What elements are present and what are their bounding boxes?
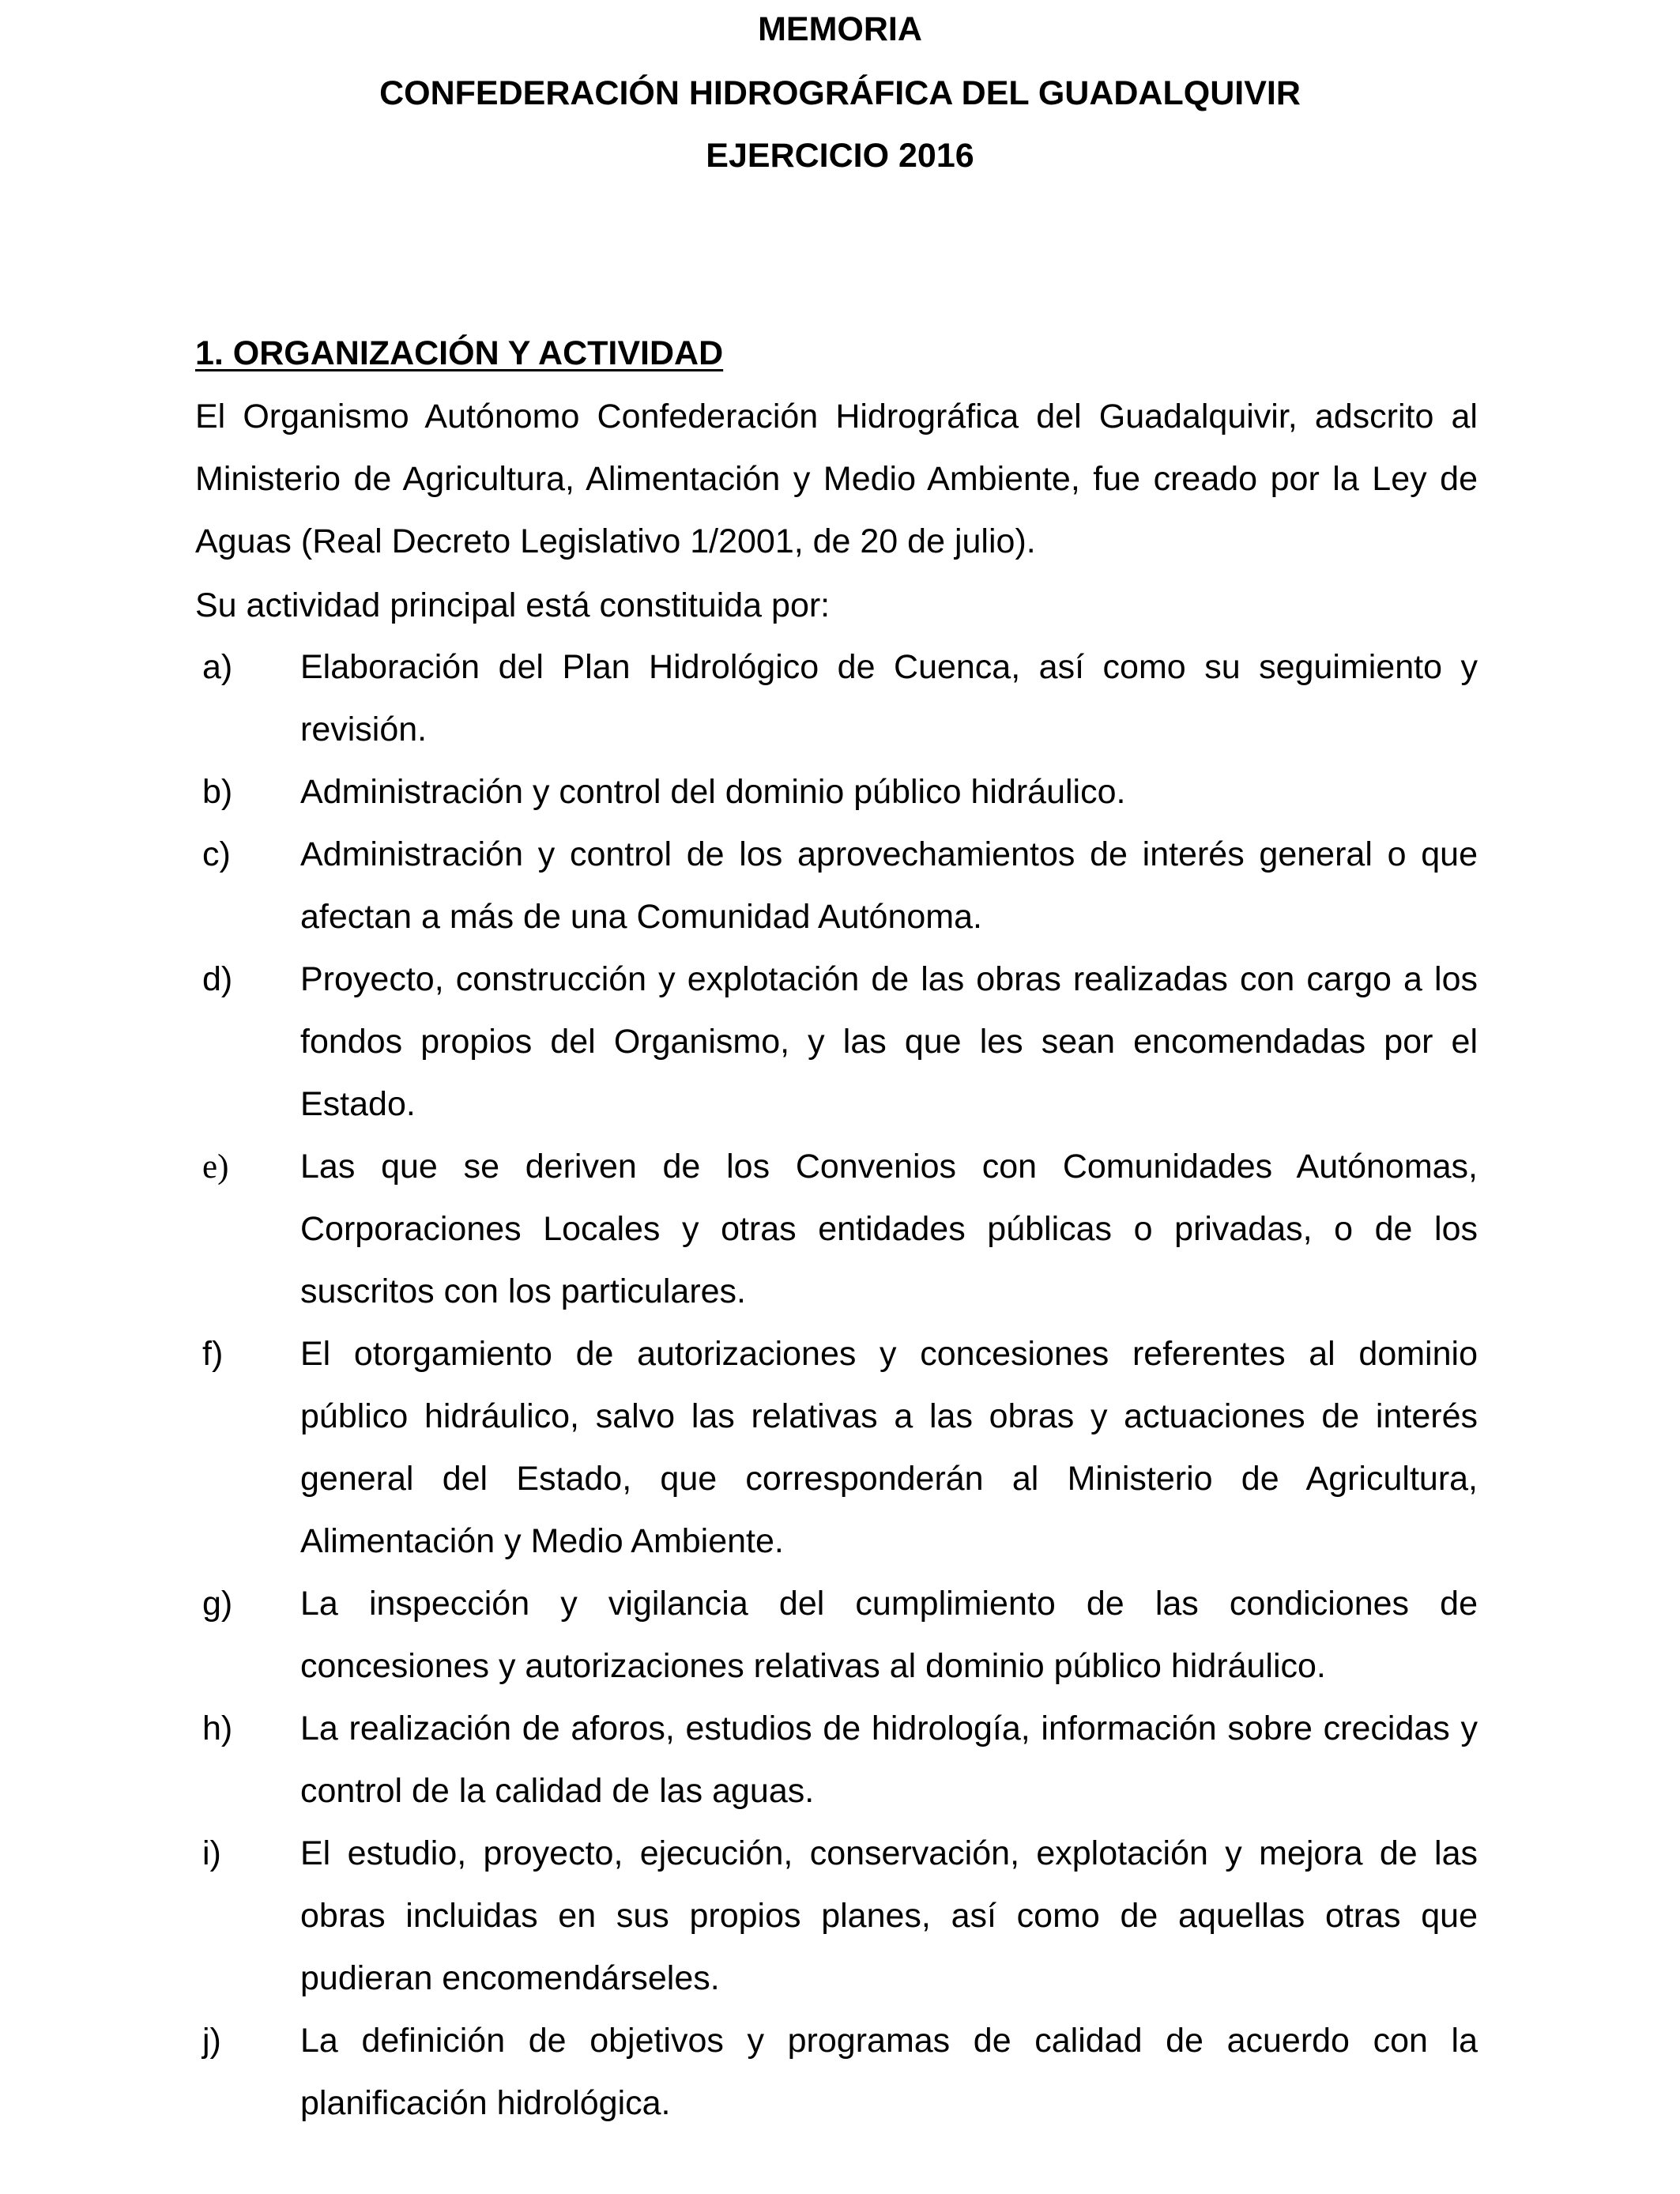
list-item-text: Las que se deriven de los Convenios con Comunidades Autónomas, Corporaciones Locales y otras entidades públicas o privadas, o de los suscritos con los particulares. xyxy=(300,1148,1478,1310)
lead-paragraph: Su actividad principal está constituida por: xyxy=(195,586,831,624)
list-item-text: La inspección y vigilancia del cumplimiento de las condiciones de concesiones y autorizaciones relativas al dominio público hidráulico. xyxy=(300,1585,1478,1685)
list-marker: d) xyxy=(202,960,233,998)
list-item-text: La realización de aforos, estudios de hidrología, información sobre crecidas y control de la calidad de las aguas. xyxy=(300,1710,1478,1810)
list-item xyxy=(202,2010,1478,2135)
activity-list xyxy=(202,636,1478,2135)
list-item-text: Proyecto, construcción y explotación de las obras realizadas con cargo a los fondos propios del Organismo, y las que les sean encomendadas por el Estado. xyxy=(300,960,1478,1123)
list-marker: f) xyxy=(202,1335,224,1373)
list-item-text: Administración y control de los aprovechamientos de interés general o que afectan a más de una Comunidad Autónoma. xyxy=(300,835,1478,936)
list-item-text: Elaboración del Plan Hidrológico de Cuenca, así como su seguimiento y revisión. xyxy=(300,648,1478,748)
document-title: MEMORIA xyxy=(758,10,922,48)
list-item-text: La definición de objetivos y programas de calidad de acuerdo con la planificación hidrológica. xyxy=(300,2022,1478,2122)
intro-paragraph: El Organismo Autónomo Confederación Hidrográfica del Guadalquivir, adscrito al Ministerio de Agricultura, Alimentación y Medio Ambiente, fue creado por la Ley de Aguas (Real Decreto Legislativo 1/2001, de 20 de julio). xyxy=(195,398,1478,560)
list-item xyxy=(202,1323,1478,1573)
list-item xyxy=(202,636,1478,761)
list-item-text: Administración y control del dominio público hidráulico. xyxy=(300,773,1126,811)
list-item xyxy=(202,1823,1478,2010)
list-marker: g) xyxy=(202,1585,233,1623)
list-item xyxy=(202,824,1478,948)
list-item xyxy=(202,1136,1478,1323)
list-marker: b) xyxy=(202,773,233,811)
section-heading: 1. ORGANIZACIÓN Y ACTIVIDAD xyxy=(195,334,724,372)
list-marker: c) xyxy=(202,835,231,873)
list-marker: h) xyxy=(202,1710,233,1747)
list-item-text: El estudio, proyecto, ejecución, conservación, explotación y mejora de las obras incluidas en sus propios planes, así como de aquellas otras que pudieran encomendárseles. xyxy=(300,1834,1478,1997)
list-item xyxy=(202,948,1478,1136)
list-marker: j) xyxy=(202,2022,221,2060)
list-marker: e) xyxy=(202,1148,229,1186)
fiscal-year: EJERCICIO 2016 xyxy=(706,137,974,175)
list-item xyxy=(202,1573,1478,1698)
list-marker: i) xyxy=(202,1834,221,1872)
list-item xyxy=(202,761,1478,824)
list-item-text: El otorgamiento de autorizaciones y concesiones referentes al dominio público hidráulico, salvo las relativas a las obras y actuaciones de interés general del Estado, que corresponderán al Ministerio de Agricultura, Alimentación y Medio Ambiente. xyxy=(300,1335,1478,1560)
list-item xyxy=(202,1698,1478,1823)
organization-name: CONFEDERACIÓN HIDROGRÁFICA DEL GUADALQUIVIR xyxy=(379,74,1301,112)
list-marker: a) xyxy=(202,648,233,686)
